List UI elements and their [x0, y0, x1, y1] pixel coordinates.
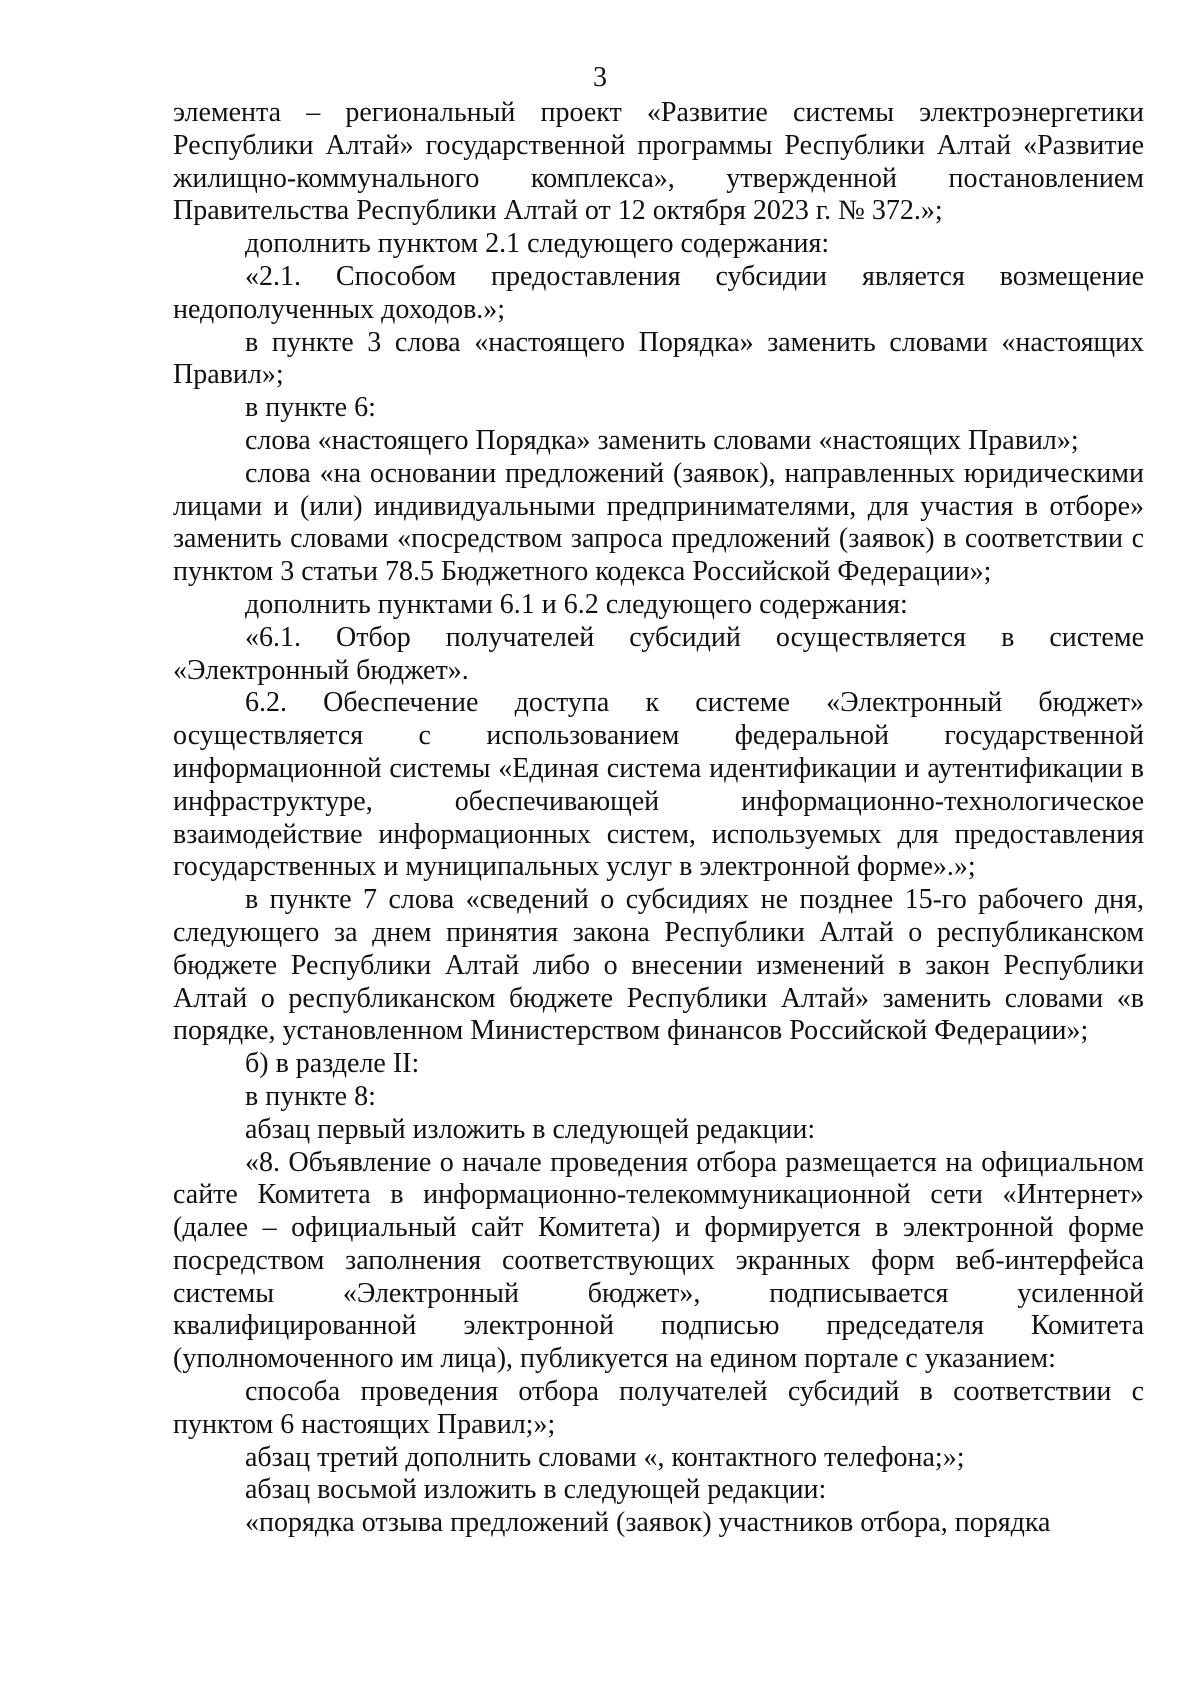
paragraph: «2.1. Способом предоставления субсидии является возмещение недополученных доходов.»; [173, 260, 1144, 325]
paragraph: в пункте 7 слова «сведений о субсидиях не позднее 15-го рабочего дня, следующего за днем принятия закона Республики Алтай о республиканском бюджете Республики Алтай либо о внесении изменений в закон Республики Алтай о республиканском бюджете Республики Алтай» заменить словами «в порядке, установленном Министерством финансов Российской Федерации»; [173, 884, 1144, 1047]
paragraph: слова «настоящего Порядка» заменить словами «настоящих Правил»; [245, 424, 1079, 456]
paragraph: в пункте 3 слова «настоящего Порядка» заменить словами «настоящих Правил»; [173, 326, 1144, 391]
document-body [173, 97, 1144, 1540]
paragraph: «8. Объявление о начале проведения отбора размещается на официальном сайте Комитета в информационно-телекоммуникационной сети «Интернет» (далее – официальный сайт Комитета) и формируется в электронной форме посредством заполнения соответствующих экранных форм веб-интерфейса системы «Электронный бюджет», подписывается усиленной квалифицированной электронной подписью председателя Комитета (уполномоченного им лица), публикуется на едином портале с указанием: [173, 1146, 1144, 1375]
paragraph: способа проведения отбора получателей субсидий в соответствии с пунктом 6 настоящих Правил;»; [173, 1376, 1144, 1440]
paragraph: «порядка отзыва предложений (заявок) участников отбора, порядка [245, 1507, 1051, 1539]
paragraph: абзац третий дополнить словами «, контактного телефона;»; [245, 1441, 965, 1473]
paragraph: дополнить пунктами 6.1 и 6.2 следующего содержания: [245, 588, 908, 620]
page-number: 3 [593, 62, 607, 93]
paragraph: б) в разделе II: [245, 1048, 420, 1080]
paragraph: 6.2. Обеспечение доступа к системе «Электронный бюджет» осуществляется с использованием федеральной государственной информационной системы «Единая система идентификации и аутентификации в инфраструктуре, обеспечивающей информационно-технологическое взаимодействие информационных систем, используемых для предоставления государственных и муниципальных услуг в электронной форме».»; [173, 687, 1144, 883]
paragraph: «6.1. Отбор получателей субсидий осуществляется в системе «Электронный бюджет». [173, 621, 1144, 686]
paragraph: в пункте 8: [245, 1080, 376, 1112]
paragraph: абзац первый изложить в следующей редакции: [245, 1113, 816, 1145]
paragraph: слова «на основании предложений (заявок), направленных юридическими лицами и (или) индивидуальными предпринимателями, для участия в отборе» заменить словами «посредством запроса предложений (заявок) в соответствии с пунктом 3 статьи 78.5 Бюджетного кодекса Российской Федерации»; [173, 457, 1144, 588]
paragraph: абзац восьмой изложить в следующей редакции: [245, 1474, 827, 1506]
paragraph: дополнить пунктом 2.1 следующего содержания: [245, 228, 830, 260]
paragraph: в пункте 6: [245, 392, 376, 424]
paragraph: элемента – региональный проект «Развитие системы электроэнергетики Республики Алтай» государственной программы Республики Алтай «Развитие жилищно-коммунального комплекса», утвержденной постановлением Правительства Республики Алтай от 12 октября 2023 г. № 372.»; [173, 97, 1144, 227]
